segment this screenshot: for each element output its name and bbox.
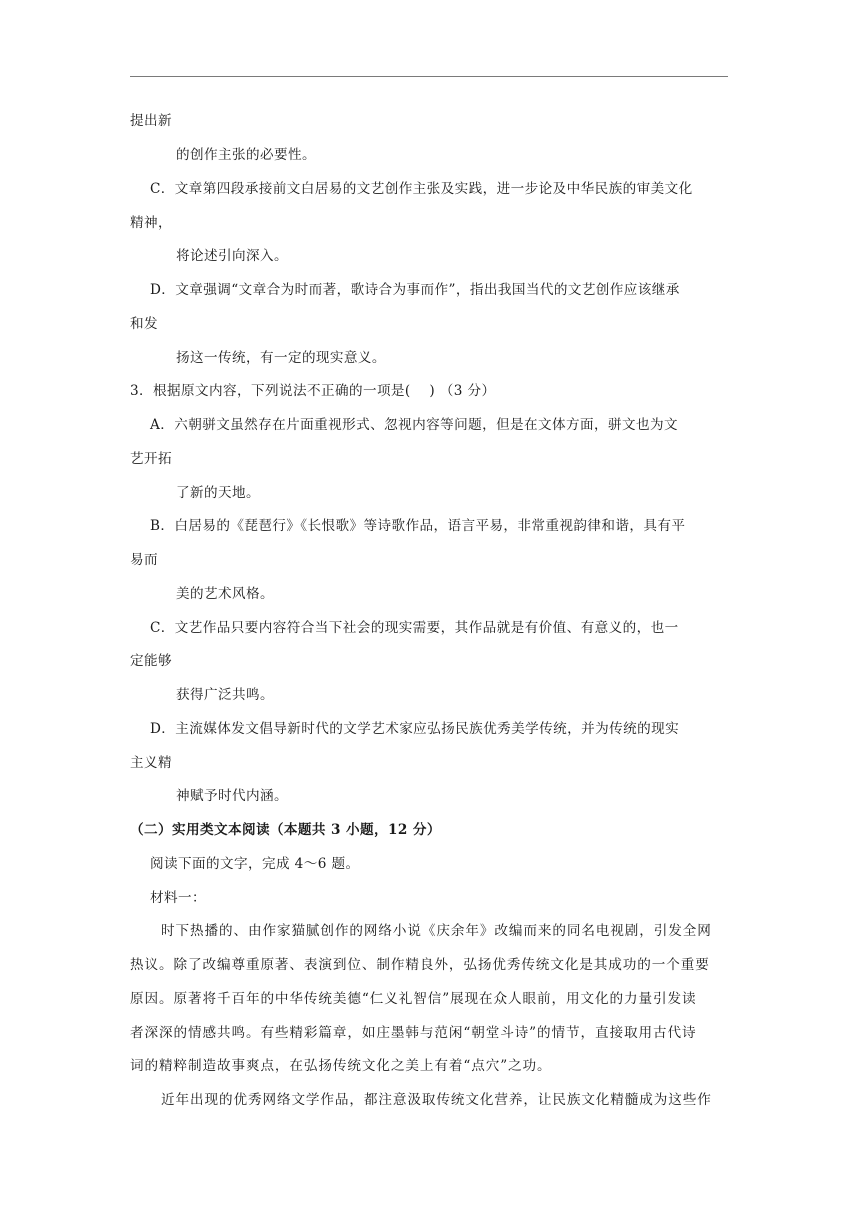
option-b-line: B．白居易的《琵琶行》《长恨歌》等诗歌作品，语言平易，非常重视韵律和谐，具有平 [150, 518, 686, 534]
header-rule [130, 76, 728, 77]
section-heading: （二）实用类文本阅读（本题共 3 小题，12 分） [130, 822, 441, 838]
paragraph-line: 词的精粹制造故事爽点，在弘扬传统文化之美上有着“点穴”之功。 [130, 1058, 552, 1074]
paragraph-line: 热议。除了改编尊重原著、表演到位、制作精良外，弘扬优秀传统文化是其成功的一个重要 [130, 957, 710, 973]
text-line: 艺开拓 [130, 451, 172, 467]
paragraph-line: 者深深的情感共鸣。有些精彩篇章，如庄墨韩与范闲“朝堂斗诗”的情节，直接取用古代诗 [130, 1025, 697, 1041]
text-line: 精神， [130, 215, 172, 231]
text-line: 将论述引向深入。 [176, 248, 288, 264]
option-d-line: D．文章强调“文章合为时而著，歌诗合为事而作”，指出我国当代的文艺创作应该继承 [150, 282, 680, 298]
paragraph-line: 时下热播的、由作家猫腻创作的网络小说《庆余年》改编而来的同名电视剧，引发全网 [161, 923, 712, 939]
option-c-line: C．文章第四段承接前文白居易的文艺创作主张及实践，进一步论及中华民族的审美文化 [150, 181, 693, 197]
option-c-line: C．文艺作品只要内容符合当下社会的现实需要，其作品就是有价值、有意义的，也一 [150, 620, 679, 636]
paragraph-line: 原因。原著将千百年的中华传统美德“仁义礼智信”展现在众人眼前，用文化的力量引发读 [130, 991, 697, 1007]
instruction-line: 阅读下面的文字，完成 4～6 题。 [150, 856, 360, 872]
text-line: 神赋予时代内涵。 [176, 788, 288, 804]
text-line: 和发 [130, 316, 158, 332]
text-line: 了新的天地。 [176, 485, 260, 501]
text-line: 易而 [130, 552, 158, 568]
text-line: 获得广泛共鸣。 [176, 687, 274, 703]
option-d-line: D．主流媒体发文倡导新时代的文学艺术家应弘扬民族优秀美学传统，并为传统的现实 [150, 721, 680, 737]
text-line: 提出新 [130, 113, 172, 129]
text-line: 美的艺术风格。 [176, 586, 274, 602]
option-a-line: A．六朝骈文虽然存在片面重视形式、忽视内容等问题，但是在文体方面，骈文也为文 [150, 417, 678, 433]
text-line: 定能够 [130, 653, 172, 669]
paragraph-line: 近年出现的优秀网络文学作品，都注意汲取传统文化营养，让民族文化精髓成为这些作 [161, 1092, 712, 1108]
text-line: 的创作主张的必要性。 [176, 147, 316, 163]
text-line: 主义精 [130, 755, 172, 771]
question-3: 3．根据原文内容，下列说法不正确的一项是( ) （3 分） [130, 383, 496, 399]
material-label: 材料一： [150, 890, 206, 906]
text-line: 扬这一传统，有一定的现实意义。 [176, 350, 386, 366]
